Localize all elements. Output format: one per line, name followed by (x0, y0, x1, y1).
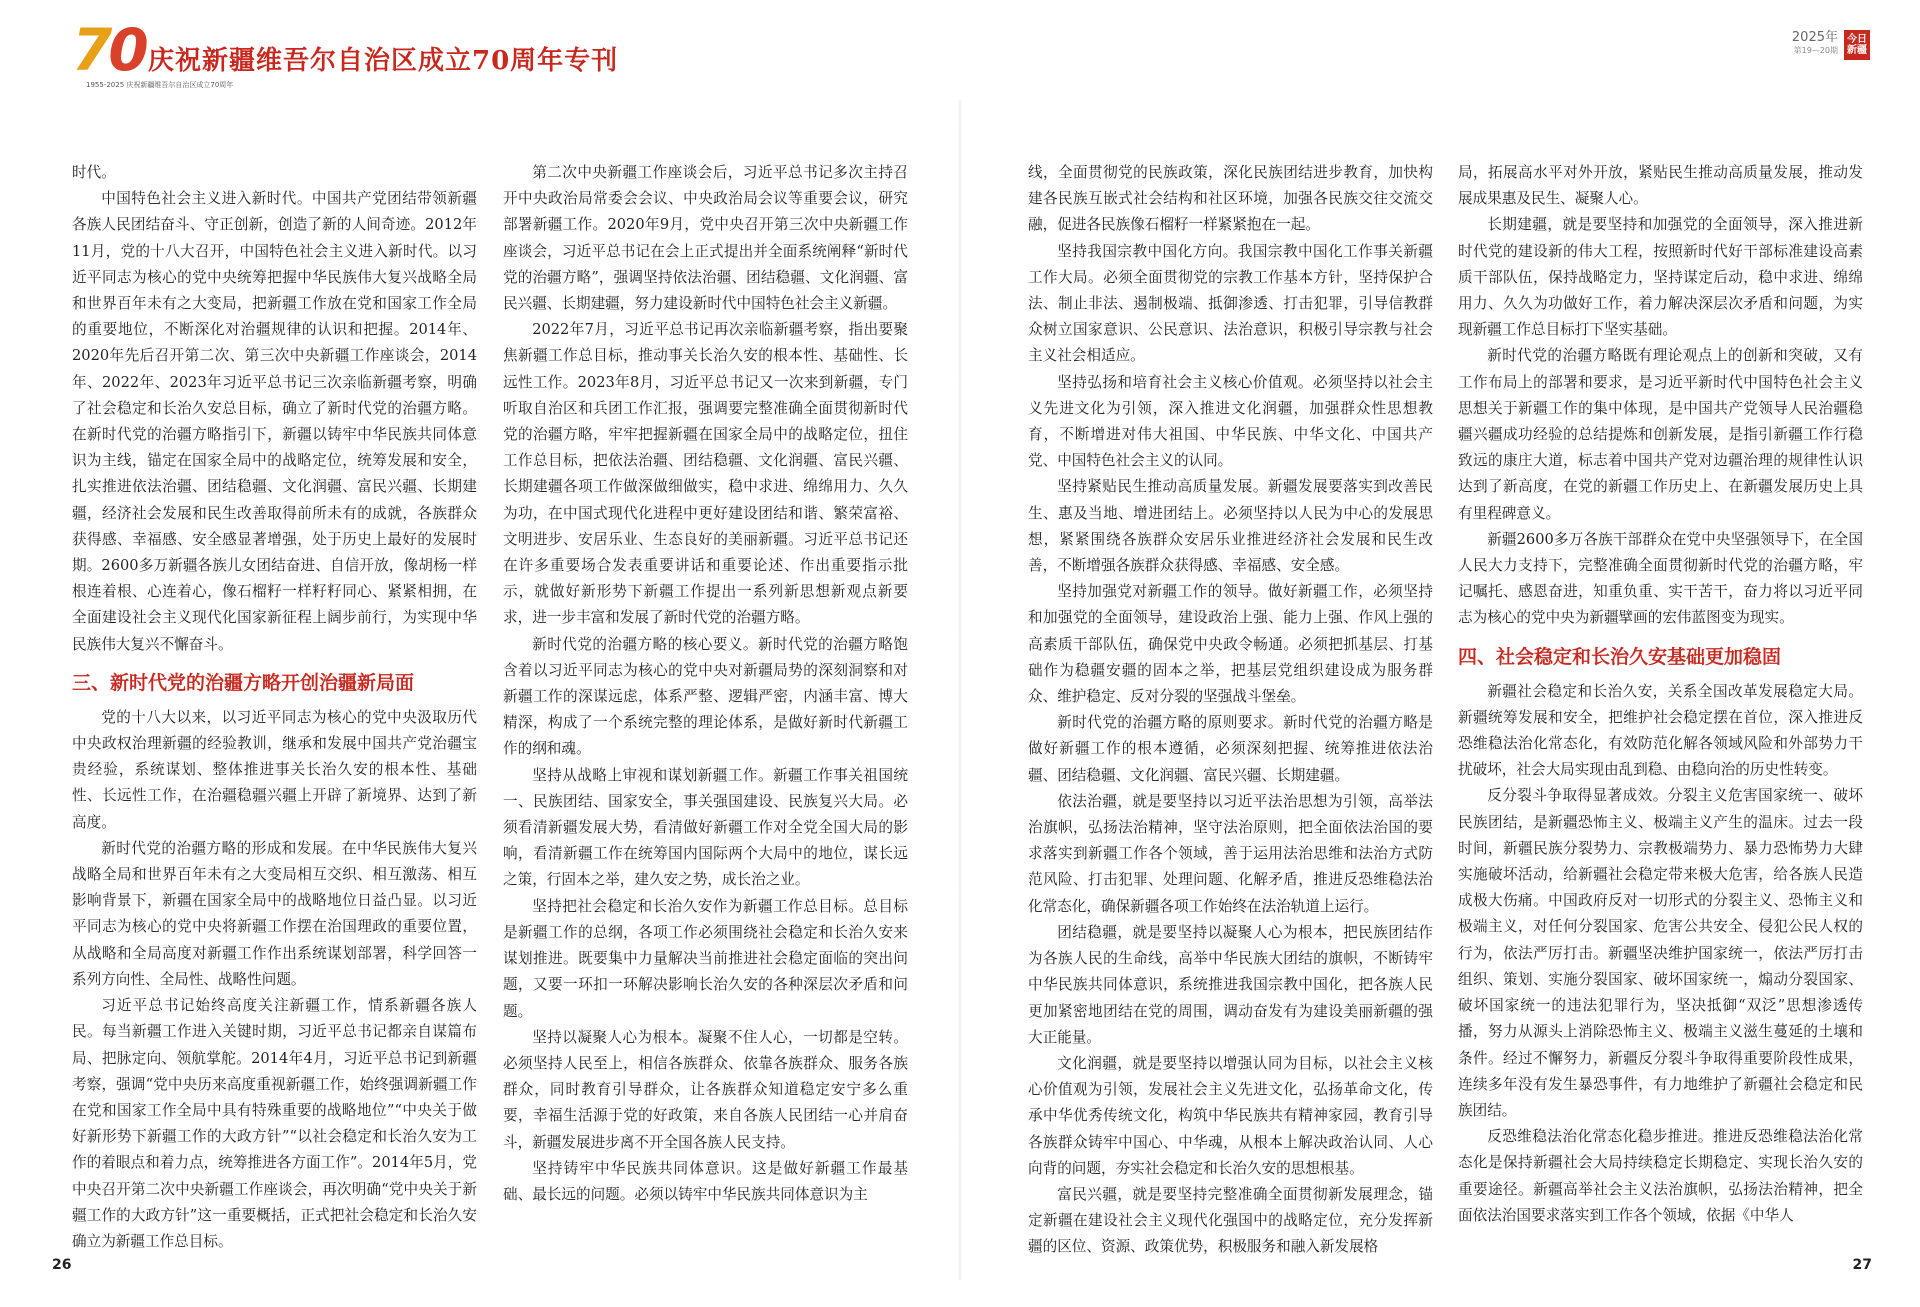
paragraph: 富民兴疆，就是要坚持完整准确全面贯彻新发展理念，锚定新疆在建设社会主义现代化强国中的战略定位，充分发挥新疆的区位、资源、政策优势，积极服务和融入新发展格 (1028, 1185, 1433, 1256)
paragraph: 反恐维稳法治化常态化稳步推进。推进反恐维稳法治化常态化是保持新疆社会大局持续稳定长期稳定、实现长治久安的重要途径。新疆高举社会主义法治旗帜，弘扬法治精神，把全面依法治国要求落实到工作各个领域，依据《中华人 (1458, 1128, 1863, 1224)
paragraph: 文化润疆，就是要坚持以增强认同为目标，以社会主义核心价值观为引领，发展社会主义先进文化，弘扬革命文化，传承中华优秀传统文化，构筑中华民族共有精神家园，教育引导各族群众铸牢中国心、中华魂，从根本上解决政治认同、人心向背的问题，夯实社会稳定和长治久安的思想根基。 (1028, 1054, 1433, 1177)
paragraph: 团结稳疆，就是要坚持以凝聚人心为根本，把民族团结作为各族人民的生命线，高举中华民族大团结的旗帜，不断铸牢中华民族共同体意识，系统推进我国宗教中国化，把各族人民更加紧密地团结在党的周围，调动奋发有为建设美丽新疆的强大正能量。 (1028, 923, 1433, 1046)
header-title: 庆祝新疆维吾尔自治区成立70周年专刊 (148, 46, 619, 76)
paragraph: 党的十八大以来，以习近平同志为核心的党中央汲取历代中央政权治理新疆的经验教训，继承和发展中国共产党治疆宝贵经验，系统谋划、整体推进事关长治久安的根本性、基础性、长远性工作，在治疆稳疆兴疆上开辟了新境界、达到了新高度。 (72, 708, 477, 831)
paragraph: 第二次中央新疆工作座谈会后，习近平总书记多次主持召开中央政治局常委会会议、中央政治局会议等重要会议，研究部署新疆工作。2020年9月，党中央召开第三次中央新疆工作座谈会，习近平总书记在会上正式提出并全面系统阐释“新时代党的治疆方略”，强调坚持依法治疆、团结稳疆、文化润疆、富民兴疆、长期建疆，努力建设新时代中国特色社会主义新疆。 (503, 164, 908, 313)
section-heading-4: 四、社会稳定和长治久安基础更加稳固 (1458, 645, 1782, 668)
paragraph: 线，全面贯彻党的民族政策，深化民族团结进步教育，加快构建各民族互嵌式社会结构和社区环境，加强各民族交往交流交融，促进各民族像石榴籽一样紧紧抱在一起。 (1028, 164, 1433, 234)
paragraph: 坚持铸牢中华民族共同体意识。这是做好新疆工作最基础、最长远的问题。必须以铸牢中华民族共同体意识为主 (503, 1159, 908, 1203)
brand-logo: 今日新疆 (1844, 30, 1870, 60)
paragraph: 依法治疆，就是要坚持以习近平法治思想为引领，高举法治旗帜，弘扬法治精神，坚守法治原则，把全面依法治国的要求落实到新疆工作各个领域，善于运用法治思维和法治方式防范风险、打击犯罪、处理问题、化解矛盾，推进反恐维稳法治化常态化，确保新疆各项工作始终在法治轨道上运行。 (1028, 792, 1433, 915)
section-heading-3: 三、新时代党的治疆方略开创治疆新局面 (72, 671, 415, 694)
paragraph: 坚持紧贴民生推动高质量发展。新疆发展要落实到改善民生、惠及当地、增进团结上。必须坚持以人民为中心的发展思想，紧紧围绕各族群众安居乐业推进经济社会发展和民生改善，不断增强各族群众获得感、幸福感、安全感。 (1028, 478, 1433, 575)
logo-years: 1955-2025 庆祝新疆维吾尔自治区成立70周年 (86, 81, 234, 89)
paragraph: 反分裂斗争取得显著成效。分裂主义危害国家统一、破坏民族团结，是新疆恐怖主义、极端主义产生的温床。过去一段时间，新疆民族分裂势力、宗教极端势力、暴力恐怖势力大肆实施破坏活动，给新疆社会稳定带来极大危害，给各族人民造成极大伤痛。中国政府反对一切形式的分裂主义、恐怖主义和极端主义，对任何分裂国家、危害公共安全、侵犯公民人权的行为，依法严厉打击。新疆坚决维护国家统一，依法严厉打击组织、策划、实施分裂国家、破坏国家统一，煽动分裂国家、破坏国家统一的违法犯罪行为，坚决抵御“双泛”思想渗透传播，努力从源头上消除恐怖主义、极端主义滋生蔓延的土壤和条件。经过不懈努力，新疆反分裂斗争取得重要阶段性成果，连续多年没有发生暴恐事件，有力地维护了新疆社会稳定和民族团结。 (1458, 787, 1863, 1119)
page-header (0, 0, 1920, 90)
paragraph: 习近平总书记始终高度关注新疆工作，情系新疆各族人民。每当新疆工作进入关键时期，习近平总书记都亲自谋篇布局、把脉定向、领航掌舵。2014年4月，习近平总书记到新疆考察，强调“党中央历来高度重视新疆工作，始终强调新疆工作在党和国家工作全局中具有特殊重要的战略地位”“中央关于做好新形势下新疆工作的大政方针”“以社会稳定和长治久安为工作的着眼点和着力点，统筹推进各方面工作”。2014年5月，党中央召开第二次中央新疆工作座谈会，再次明确“党中央关于新疆工作的大政方针”这一重要概括，正式把社会稳定和长治久安确立为新疆工作总目标。 (72, 997, 477, 1250)
page-number-left: 26 (52, 1257, 72, 1273)
page-gutter (958, 100, 962, 1280)
column-2 (503, 160, 908, 1208)
paragraph: 新时代党的治疆方略的核心要义。新时代党的治疆方略饱含着以习近平同志为核心的党中央对新疆局势的深刻洞察和对新疆工作的深谋远虑，体系严整、逻辑严密，内涵丰富、博大精深，构成了一个系统完整的理论体系，是做好新时代新疆工作的纲和魂。 (503, 635, 908, 758)
column-4 (1458, 160, 1863, 1229)
paragraph: 坚持以凝聚人心为根本。凝聚不住人心，一切都是空转。必须坚持人民至上，相信各族群众、依靠各族群众、服务各族群众，同时教育引导群众，让各族群众知道稳定安宁多么重要，幸福生活源于党的好政策，来自各族人民团结一心并肩奋斗，新疆发展进步离不开全国各族人民支持。 (503, 1028, 908, 1151)
issue-info (1792, 30, 1870, 60)
paragraph: 坚持加强党对新疆工作的领导。做好新疆工作，必须坚持和加强党的全面领导，建设政治上强、能力上强、作风上强的高素质干部队伍，确保党中央政令畅通。必须把抓基层、打基础作为稳疆安疆的固本之举，把基层党组织建设成为服务群众、维护稳定、反对分裂的坚强战斗堡垒。 (1028, 583, 1433, 706)
logo-number: 70 (72, 16, 145, 84)
paragraph: 坚持从战略上审视和谋划新疆工作。新疆工作事关祖国统一、民族团结、国家安全，事关强国建设、民族复兴大局。必须看清新疆发展大势，看清做好新疆工作对全党全国大局的影响，看清新疆工作在统筹国内国际两个大局中的地位，谋长远之策，行固本之举，建久安之势，成长治之业。 (503, 766, 908, 889)
anniversary-logo (72, 16, 234, 89)
paragraph: 新时代党的治疆方略的原则要求。新时代党的治疆方略是做好新疆工作的根本遵循，必须深刻把握、统筹推进依法治疆、团结稳疆、文化润疆、富民兴疆、长期建疆。 (1028, 714, 1433, 784)
issue-number: 第19—20期 (1793, 46, 1838, 55)
column-3 (1028, 160, 1433, 1261)
page-number-right: 27 (1852, 1257, 1872, 1273)
column-1 (72, 160, 477, 1255)
issue-year: 2025年 (1791, 30, 1838, 45)
issue-year-block (1792, 30, 1838, 56)
paragraph: 局，拓展高水平对外开放，紧贴民生推动高质量发展，推动发展成果惠及民生、凝聚人心。 (1458, 164, 1863, 208)
paragraph: 坚持我国宗教中国化方向。我国宗教中国化工作事关新疆工作大局。必须全面贯彻党的宗教工作基本方针，坚持保护合法、制止非法、遏制极端、抵御渗透、打击犯罪，引导信教群众树立国家意识、公民意识、法治意识，积极引导宗教与社会主义社会相适应。 (1028, 242, 1433, 365)
paragraph: 坚持把社会稳定和长治久安作为新疆工作总目标。总目标是新疆工作的总纲，各项工作必须围绕社会稳定和长治久安来谋划推进。既要集中力量解决当前推进社会稳定面临的突出问题，又要一环扣一环解决影响长治久安的各种深层次矛盾和问题。 (503, 897, 908, 1020)
paragraph: 2022年7月，习近平总书记再次亲临新疆考察，指出要聚焦新疆工作总目标，推动事关长治久安的根本性、基础性、长远性工作。2023年8月，习近平总书记又一次来到新疆，专门听取自治区和兵团工作汇报，强调要完整准确全面贯彻新时代党的治疆方略，牢牢把握新疆在国家全局中的战略定位，扭住工作总目标，把依法治疆、团结稳疆、文化润疆、富民兴疆、长期建疆各项工作做深做细做实，稳中求进、绵绵用力、久久为功，在中国式现代化进程中更好建设团结和谐、繁荣富裕、文明进步、安居乐业、生态良好的美丽新疆。习近平总书记还在许多重要场合发表重要讲话和重要论述、作出重要指示批示，就做好新形势下新疆工作提出一系列新思想新观点新要求，进一步丰富和发展了新时代党的治疆方略。 (503, 321, 908, 627)
paragraph: 长期建疆，就是要坚持和加强党的全面领导，深入推进新时代党的建设新的伟大工程，按照新时代好干部标准建设高素质干部队伍，保持战略定力，坚持谋定后动，稳中求进、绵绵用力、久久为功做好工作，着力解决深层次矛盾和问题，为实现新疆工作总目标打下坚实基础。 (1458, 216, 1863, 339)
paragraph: 新时代党的治疆方略的形成和发展。在中华民族伟大复兴战略全局和世界百年未有之大变局相互交织、相互激荡、相互影响背景下，新疆在国家全局中的战略地位日益凸显。以习近平同志为核心的党中央将新疆工作摆在治国理政的重要位置，从战略和全局高度对新疆工作作出系统谋划部署，科学回答一系列方向性、全局性、战略性问题。 (72, 839, 477, 988)
paragraph: 中国特色社会主义进入新时代。中国共产党团结带领新疆各族人民团结奋斗、守正创新，创造了新的人间奇迹。2012年11月，党的十八大召开，中国特色社会主义进入新时代。以习近平同志为核心的党中央统筹把握中华民族伟大复兴战略全局和世界百年未有之大变局，把新疆工作放在党和国家工作全局的重要地位，不断深化对治疆规律的认识和把握。2014年、2020年先后召开第二次、第三次中央新疆工作座谈会，2014年、2022年、2023年习近平总书记三次亲临新疆考察，明确了社会稳定和长治久安总目标，确立了新时代党的治疆方略。在新时代党的治疆方略指引下，新疆以铸牢中华民族共同体意识为主线，锚定在国家全局中的战略定位，统筹发展和安全，扎实推进依法治疆、团结稳疆、文化润疆、富民兴疆、长期建疆，经济社会发展和民生改善取得前所未有的成就，各族群众获得感、幸福感、安全感显著增强，处于历史上最好的发展时期。2600多万新疆各族儿女团结奋进、自信开放，像胡杨一样根连着根、心连着心，像石榴籽一样籽籽同心、紧紧相拥，在全面建设社会主义现代化国家新征程上阔步前行，为实现中华民族伟大复兴不懈奋斗。 (72, 190, 477, 653)
paragraph: 新疆2600多万各族干部群众在党中央坚强领导下，在全国人民大力支持下，完整准确全面贯彻新时代党的治疆方略，牢记嘱托、感恩奋进，知重负重、实干苦干，奋力将以习近平同志为核心的党中央为新疆擘画的宏伟蓝图变为现实。 (1458, 530, 1863, 627)
paragraph: 时代。 (72, 164, 116, 181)
paragraph: 新疆社会稳定和长治久安，关系全国改革发展稳定大局。新疆统筹发展和安全，把维护社会稳定摆在首位，深入推进反恐维稳法治化常态化，有效防范化解各领域风险和外部势力干扰破坏，社会大局实现由乱到稳、由稳向治的历史性转变。 (1458, 682, 1863, 779)
paragraph: 新时代党的治疆方略既有理论观点上的创新和突破，又有工作布局上的部署和要求，是习近平新时代中国特色社会主义思想关于新疆工作的集中体现，是中国共产党领导人民治疆稳疆兴疆成功经验的总结提炼和创新发展，是指引新疆工作行稳致远的康庄大道，标志着中国共产党对边疆治理的规律性认识达到了新高度，在党的新疆工作历史上、在新疆发展历史上具有里程碑意义。 (1458, 347, 1863, 522)
paragraph: 坚持弘扬和培育社会主义核心价值观。必须坚持以社会主义先进文化为引领，深入推进文化润疆，加强群众性思想教育，不断增进对伟大祖国、中华民族、中华文化、中国共产党、中国特色社会主义的认同。 (1028, 373, 1433, 470)
